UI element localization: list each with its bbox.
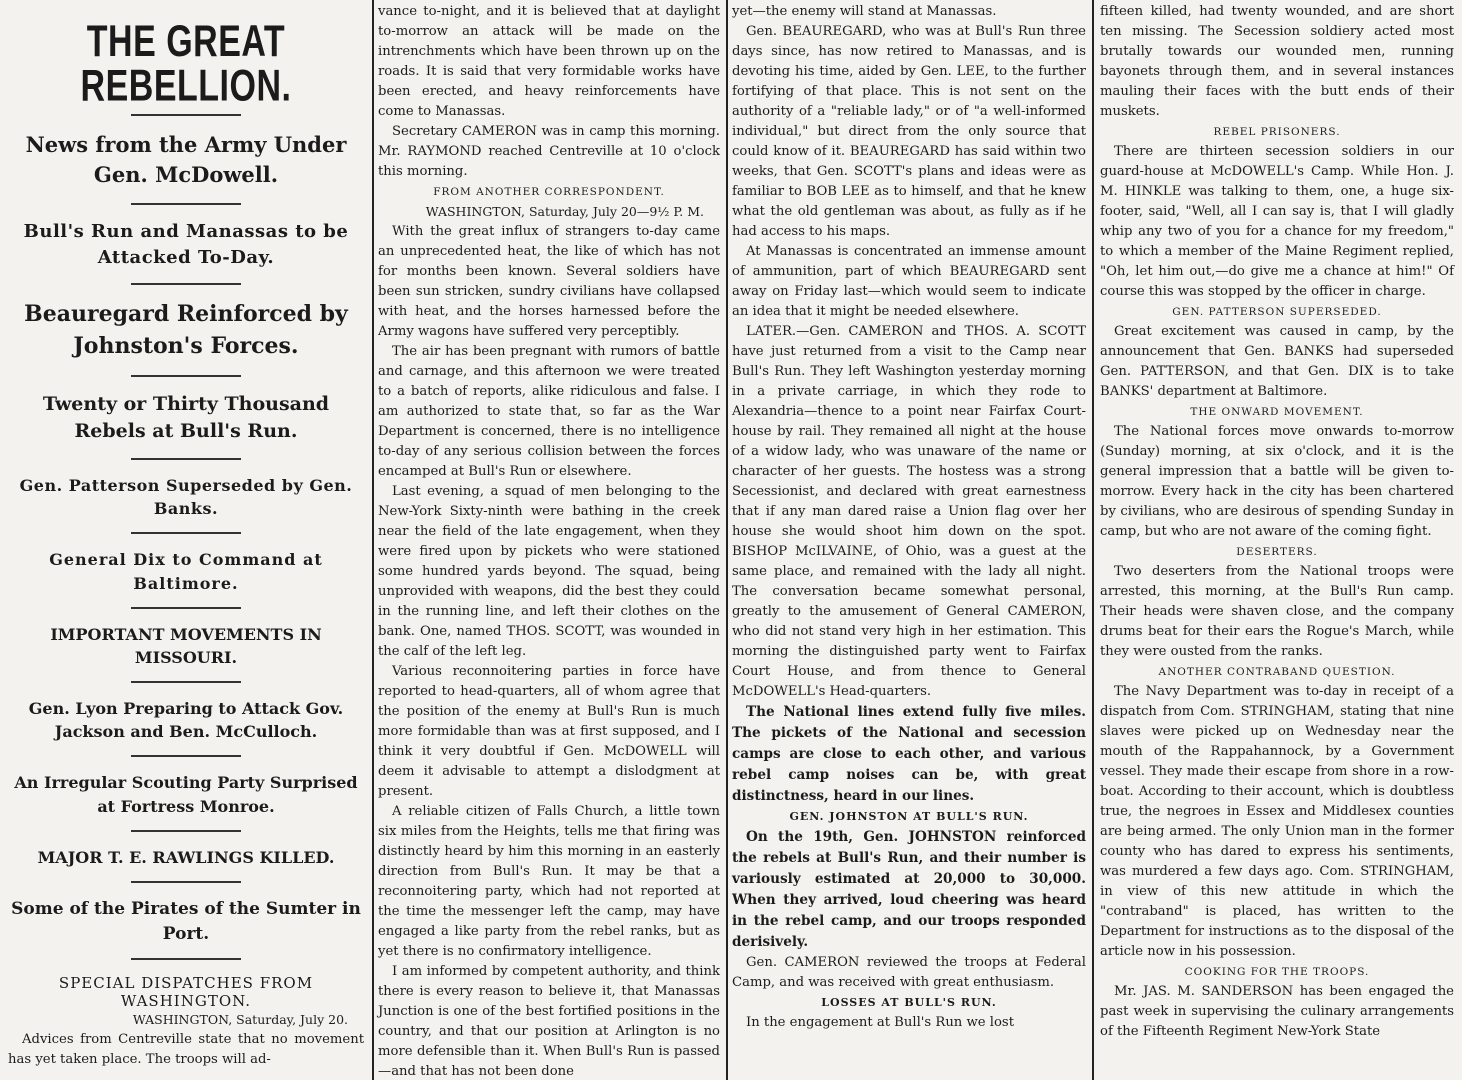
subheading: GEN. PATTERSON SUPERSEDED.: [1172, 306, 1382, 318]
article-paragraph: Secretary CAMERON was in camp this morning. Mr. RAYMOND reached Centreville at 10 o'clock this morning.: [378, 124, 720, 179]
column-headlines: [0, 0, 372, 1080]
headline: Twenty or Thirty Thousand Rebels at Bull's Run.: [42, 392, 330, 443]
article-paragraph: Last evening, a squad of men belonging to the New-York Sixty-ninth were bathing in the creek near the field of the late engagement, when they were fired upon by pickets who were stationed some hundred yards beyond. The squad, being unprovided with weapons, did the best they could in the running line, and left their clothes on the bank. One, named THOS. SCOTT, was wounded in the calf of the left leg.: [378, 484, 720, 659]
divider: [131, 958, 241, 960]
masthead: THE GREAT REBELLION.: [80, 17, 292, 111]
divider: [131, 607, 241, 609]
divider: [131, 375, 241, 377]
article-paragraph: There are thirteen secession soldiers in our guard-house at McDOWELL's Camp. While Hon. J. M. HINKLE was talking to them, one, a huge six-footer, said, "Well, all I can say is, that I will gladly whip any two of you for a chance for my freedom," to which a member of the Maine Regiment replied, "Oh, let him out,—do give me a chance at him!" Of course this was stopped by the officer in charge.: [1100, 144, 1454, 299]
headline: An Irregular Scouting Party Surprised at Fortress Monroe.: [14, 773, 358, 816]
subheading: ANOTHER CONTRABAND QUESTION.: [1158, 666, 1396, 678]
article-paragraph: At Manassas is concentrated an immense amount of ammunition, part of which BEAUREGARD sent away on Friday last—which would seem to indicate an idea that it might be needed elsewhere.: [732, 244, 1086, 319]
article-paragraph: Gen. BEAUREGARD, who was at Bull's Run three days since, has now retired to Manassas, and is devoting his time, aided by Gen. LEE, to the further fortifying of that place. This is not sent on the authority of a "reliable lady," or of "a well-informed individual," but direct from the only source that could know of it. BEAUREGARD has said within two weeks, that Gen. SCOTT's plans and ideas were as familiar to BOB LEE as to himself, and that he knew what the old gentleman was about, as fully as if he had access to his maps.: [732, 24, 1086, 239]
article-paragraph: LATER.—Gen. CAMERON and THOS. A. SCOTT have just returned from a visit to the Camp near Bull's Run. They left Washington yesterday morning in a private carriage, in which they rode to Alexandria—thence to a point near Fairfax Court-house by rail. They remained all night at the house of a widow lady, who was unaware of the name or character of her guests. The hostess was a strong Secessionist, and declared with great earnestness that if any man dared raise a Union flag over her house she would shoot him down on the spot. BISHOP McILVAINE, of Ohio, was a guest at the same place, and remained with the lady all night. The conversation became somewhat personal, greatly to the amusement of General CAMERON, who did not stand very high in her estimation. This morning the distinguished party went to Fairfax Court House, and from thence to General McDOWELL's Head-quarters.: [732, 324, 1086, 699]
dateline: WASHINGTON, Saturday, July 20—9½ P. M.: [425, 204, 704, 219]
subheading: THE ONWARD MOVEMENT.: [1190, 406, 1364, 418]
article-paragraph: Mr. JAS. M. SANDERSON has been engaged the past week in supervising the culinary arrangements of the Fifteenth Regiment New-York State: [1100, 984, 1454, 1039]
article-paragraph: fifteen killed, had twenty wounded, and are short ten missing. The Secession soldiery acted most brutally towards our wounded men, running bayonets through them, and in several instances mauling their faces with the butt ends of their muskets.: [1100, 4, 1454, 119]
article-paragraph: The air has been pregnant with rumors of battle and carnage, and this afternoon we were treated to a batch of reports, alike ridiculous and false. I am authorized to state that, so far as the War Department is concerned, there is no intelligence to-day of any serious collision between the forces encamped at Bull's Run or elsewhere.: [378, 344, 720, 479]
headline: News from the Army Under Gen. McDowell.: [25, 132, 347, 188]
section-heading: SPECIAL DISPATCHES FROM WASHINGTON.: [58, 974, 314, 1011]
divider: [131, 681, 241, 683]
article-paragraph: Great excitement was caused in camp, by the announcement that Gen. BANKS had superseded Gen. PATTERSON, and that Gen. DIX is to take BANKS' department at Baltimore.: [1100, 324, 1454, 399]
column-3: [728, 0, 1092, 1080]
dateline: WASHINGTON, Saturday, July 20.: [132, 1012, 348, 1028]
divider: [131, 532, 241, 534]
article-paragraph: Advices from Centreville state that no movement has yet taken place. The troops will ad-: [8, 1032, 364, 1068]
article-paragraph: vance to-night, and it is believed that at daylight to-morrow an attack will be made on the intrenchments which have been thrown up on the roads. It is said that very formidable works have been erected, and heavy reinforcements have come to Manassas.: [378, 4, 720, 119]
article-paragraph: A reliable citizen of Falls Church, a little town six miles from the Heights, tells me that firing was distinctly heard by him this morning in an easterly direction from Bull's Run. It may be that a reconnoitering party, which had not reported at the time the messenger left the camp, may have engaged a like party from the rebel ranks, but as yet there is no confirmatory intelligence.: [378, 804, 720, 959]
subheading: REBEL PRISONERS.: [1213, 126, 1341, 138]
headline: Gen. Lyon Preparing to Attack Gov. Jackson and Ben. McCulloch.: [28, 699, 344, 742]
article-paragraph: The National forces move onwards to-morrow (Sunday) morning, at six o'clock, and it is the general impression that a battle will be given to-morrow. Every hack in the city has been chartered by civilians, who are desirous of spending Sunday in camp, but who are not aware of the coming fight.: [1100, 424, 1454, 539]
article-paragraph: Two deserters from the National troops were arrested, this morning, at the Bull's Run camp. Their heads were shaven close, and the company drums beat for their ears the Rogue's March, while they were ousted from the ranks.: [1100, 564, 1454, 659]
article-paragraph: The Navy Department was to-day in receipt of a dispatch from Com. STRINGHAM, stating that nine slaves were picked up on Wednesday near the mouth of the Rappahannock, by a Government vessel. They made their escape from shore in a row-boat. According to their account, which is doubtless true, the negroes in Essex and Middlesex counties are being armed. The only Union man in the former county who has dared to express his sentiments, was murdered a few days ago. Com. STRINGHAM, in view of this new attitude in which the "contraband" is placed, has written to the Department for instructions as to the disposal of the article now in his possession.: [1100, 684, 1454, 959]
headline: IMPORTANT MOVEMENTS IN MISSOURI.: [50, 624, 322, 667]
headline: General Dix to Command at Baltimore.: [49, 550, 323, 593]
divider: [131, 203, 241, 205]
article-paragraph: With the great influx of strangers to-day came an unprecedented heat, the like of which has not for months been known. Several soldiers have been sun stricken, sundry civilians have collapsed with heat, and the horses harnessed before the Army wagons have suffered very perceptibly.: [378, 224, 720, 339]
divider: [131, 283, 241, 285]
divider: [131, 114, 241, 116]
subheading: LOSSES AT BULL'S RUN.: [821, 996, 997, 1009]
divider: [131, 755, 241, 757]
article-paragraph: In the engagement at Bull's Run we lost: [746, 1015, 1014, 1030]
headline: Gen. Patterson Superseded by Gen. Banks.: [19, 475, 353, 519]
headline: Beauregard Reinforced by Johnston's Forces.: [24, 301, 348, 359]
headline: Some of the Pirates of the Sumter in Port.: [11, 899, 361, 944]
divider: [131, 830, 241, 832]
article-paragraph: On the 19th, Gen. JOHNSTON reinforced the rebels at Bull's Run, and their number is variously estimated at 20,000 to 30,000. When they arrived, loud cheering was heard in the rebel camp, and our troops responded derisively.: [732, 829, 1086, 950]
subheading: DESERTERS.: [1236, 546, 1318, 558]
article-paragraph: yet—the enemy will stand at Manassas.: [732, 4, 997, 19]
divider: [131, 458, 241, 460]
subheading: FROM ANOTHER CORRESPONDENT.: [433, 186, 665, 198]
divider: [131, 881, 241, 883]
article-paragraph: Various reconnoitering parties in force have reported to head-quarters, all of whom agree that the position of the enemy at Bull's Run is much more formidable than was at first supposed, and I think it very doubtful if Gen. McDOWELL will deem it advisable to attempt a dislodgment at present.: [378, 664, 720, 799]
column-4: [1094, 0, 1462, 1080]
subheading: GEN. JOHNSTON AT BULL'S RUN.: [789, 810, 1029, 823]
article-paragraph: Gen. CAMERON reviewed the troops at Federal Camp, and was received with great enthusiasm.: [732, 955, 1086, 990]
headline: Bull's Run and Manassas to be Attacked To-Day.: [23, 220, 349, 268]
column-2: [374, 0, 726, 1080]
article-paragraph: I am informed by competent authority, and think there is every reason to believe it, that Manassas Junction is one of the best fortified positions in the country, and that our position at Arlington is no more defensible than it. When Bull's Run is passed—and that has not been done: [378, 964, 720, 1079]
subheading: COOKING FOR THE TROOPS.: [1184, 966, 1370, 978]
article-paragraph: The National lines extend fully five miles. The pickets of the National and secession camps are close to each other, and various rebel camp noises can be, with great distinctness, heard in our lines.: [732, 704, 1086, 804]
headline: MAJOR T. E. RAWLINGS KILLED.: [37, 847, 335, 867]
